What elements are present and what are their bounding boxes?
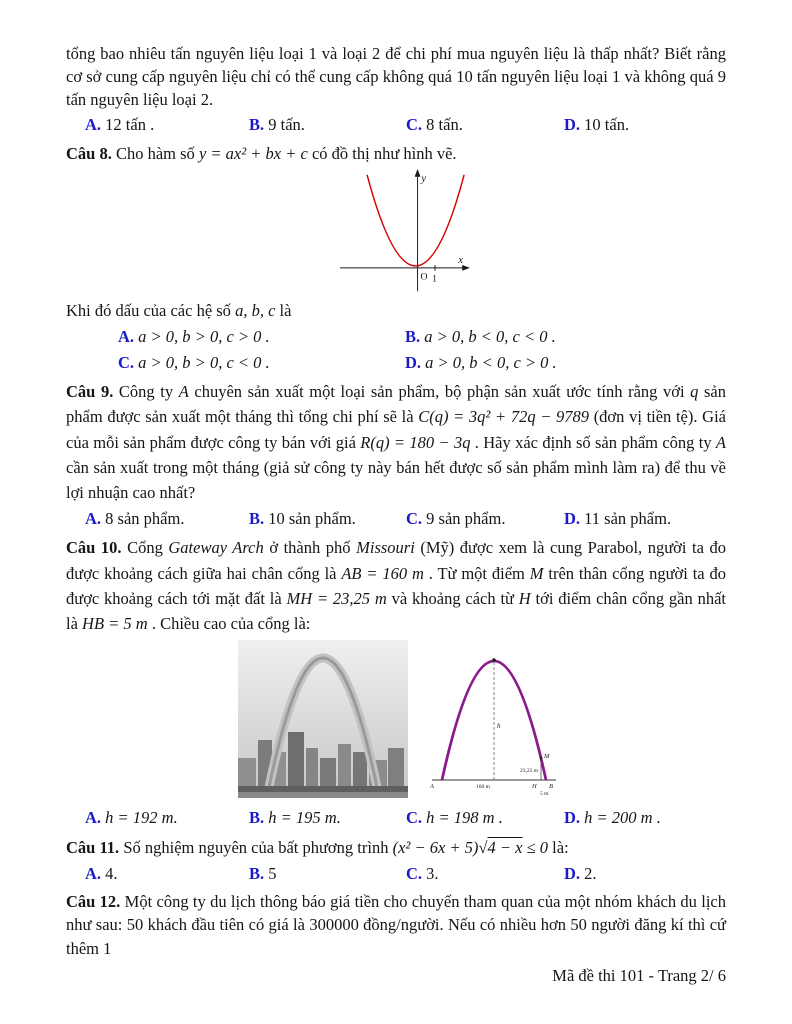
q10-options [66,806,726,831]
option-letter: D. [405,352,422,372]
option-text: h = 192 m. [101,807,178,827]
option-letter: D. [564,115,581,135]
q8-options [66,324,726,375]
text-run: là [275,301,292,321]
option-text: 10 tấn. [580,115,630,135]
q8-intro [66,142,726,165]
option-text: h = 200 m . [580,807,661,827]
text-run: Cho hàm số [115,144,199,164]
option-letter: C. [406,807,423,827]
arch-parabola-diagram [428,640,560,798]
diagram-b-label: B [549,782,553,790]
gateway-arch-photo [238,640,408,798]
text-run: Số nghiệm nguyên của bất phương trình [123,837,393,857]
option-d [564,862,726,887]
diagram-h-label: h [497,721,501,730]
math-run: A [715,432,726,452]
origin-label: O [420,271,428,283]
option-letter: A. [85,807,102,827]
math-run: HB = 5 m [82,613,148,633]
q8-graph [332,167,474,297]
option-c [406,806,564,831]
q8-prompt [66,299,726,322]
option-c [118,350,405,376]
option-text: 4. [101,863,118,883]
option-letter: D. [564,807,581,827]
math-run: 4 − x [487,837,523,857]
text-run: . Từ một điểm [423,563,530,583]
text-run: (Mỹ) được xem là cung Parabol, người ta đo được khoảng cách giữa hai chân cổng là [66,538,726,583]
option-d [405,350,726,376]
option-letter: B. [249,508,265,528]
option-letter: A. [85,863,102,883]
option-text: 11 sản phẩm. [580,508,672,528]
math-run: q [690,382,699,402]
x-axis-label: x [458,254,464,267]
diagram-hb-measure: 5 m [540,790,549,797]
parabola-curve [367,172,464,266]
text-run: sản phẩm được sản xuất một tháng thì tổng chi phí sẽ là [66,382,726,427]
photo-treeline [238,786,408,793]
option-c [406,507,564,532]
text-run: trên thân cổng người ta đo được khoảng cách tới mặt đất là [66,563,726,608]
text-run: tổng bao nhiêu tấn nguyên liệu loại 1 và loại 2 để chi phí mua nguyên liệu là thấp nhất? Biết rằng cơ sở cung cấp nguyên liệu chỉ có thể cung cấp không quá 10 tấn nguyên liệu loại 1 và không quá 9 tấn nguyên liệu loại 2. [66,44,726,110]
option-text: 3. [422,863,439,883]
photo-ground [238,792,408,798]
text-run: cần sản xuất trong một tháng (giả sử công ty này bán hết được số sản phẩm mình làm ra) để thu về lợi nhuận cao nhất? [66,457,726,502]
question-number: Câu 8. [66,144,116,164]
diagram-apex-dot [492,658,496,662]
option-letter: C. [118,352,135,372]
q7-continuation-text [66,42,726,111]
text-run: Công ty [118,382,179,402]
diagram-mh-measure: 23,25 m [519,767,538,774]
option-text: 12 tấn . [101,115,155,135]
question-number: Câu 11. [66,837,124,857]
diagram-m-dot [540,756,543,759]
q12-text [66,890,726,959]
math-run: (x² − 6x + 5)√ [392,837,488,857]
option-b [249,507,406,532]
q7-options [66,113,726,138]
math-run: H [518,588,531,608]
option-text: 9 sản phẩm. [422,508,506,528]
option-letter: C. [406,115,423,135]
option-text: a > 0, b > 0, c < 0 . [134,352,270,372]
math-run: y = ax² + bx + c [198,144,308,164]
math-run: Gateway Arch [168,538,264,558]
diagram-m-label: M [544,752,550,760]
math-run: ≤ 0 [522,837,549,857]
text-run: ở thành phố [263,538,357,558]
option-a [85,113,249,138]
math-run: AB = 160 m [341,563,424,583]
option-text: 10 sản phẩm. [264,508,356,528]
option-text: 2. [580,863,597,883]
question-number: Câu 12. [66,892,125,912]
math-run: a, b, c [235,301,276,321]
diagram-h-point-label: H [532,782,537,790]
math-run: Missouri [356,538,415,558]
math-run: R(q) = 180 − 3q [360,432,471,452]
option-text: a > 0, b < 0, c < 0 . [420,327,556,347]
text-run: và khoảng cách từ [386,588,519,608]
q11-text [66,835,726,860]
q8-parabola-figure [332,167,474,297]
question-number: Câu 10. [66,538,128,558]
math-run: M [529,563,544,583]
tick-1-label: 1 [432,273,437,285]
option-letter: C. [406,508,423,528]
option-text: 5 [264,863,277,883]
x-axis-arrow [462,265,470,271]
q11-options [66,862,726,887]
option-letter: A. [85,115,102,135]
page-footer: Mã đề thi 101 - Trang 2/ 6 [552,965,726,985]
option-c [406,113,564,138]
q10-text [66,535,726,635]
text-run: tới điểm chân cổng gần nhất là [66,588,726,633]
y-axis-label: y [421,172,427,185]
option-a [85,862,249,887]
option-letter: C. [406,863,423,883]
option-c [406,862,564,887]
option-text: h = 198 m . [422,807,503,827]
option-letter: A. [118,327,135,347]
option-d [564,113,726,138]
option-text: a > 0, b > 0, c > 0 . [134,327,270,347]
text-run: . Chiều cao của cổng là: [147,613,311,633]
option-letter: B. [249,115,265,135]
option-d [564,507,726,532]
option-letter: A. [85,508,102,528]
text-run: (đơn vị tiền tệ). Giá của mỗi sản phẩm được công ty bán với giá [66,407,726,452]
option-letter: B. [249,807,265,827]
q10-figures [238,640,726,798]
option-a [85,507,249,532]
option-a [118,324,405,350]
text-run: có đồ thị như hình vẽ. [307,144,457,164]
option-text: h = 195 m. [264,807,341,827]
option-b [249,862,406,887]
text-run: Khi đó dấu của các hệ số [66,301,236,321]
option-text: a > 0, b < 0, c > 0 . [421,352,557,372]
math-run: C(q) = 3q² + 72q − 9789 [418,407,590,427]
option-letter: B. [249,863,265,883]
diagram-a-label: A [430,782,434,790]
option-b [249,806,406,831]
math-run: MH = 23,25 m [286,588,387,608]
text-run: Một công ty du lịch thông báo giá tiền cho chuyến tham quan của một nhóm khách du lịch như sau: 50 khách đầu tiên có giá là 300000 đồng/người. Nếu có nhiều hơn 50 người đăng kí thì cứ thêm 1 [66,892,727,958]
text-run: Cổng [127,538,169,558]
option-b [249,113,406,138]
option-letter: B. [405,327,421,347]
q9-options [66,507,726,532]
option-letter: D. [564,863,581,883]
question-number: Câu 9. [66,382,119,402]
option-letter: D. [564,508,581,528]
option-a [85,806,249,831]
text-run: . Hãy xác định số sản phẩm công ty [470,432,716,452]
option-d [564,806,726,831]
y-axis-arrow [415,169,421,177]
q9-text [66,379,726,504]
math-run: A [178,382,189,402]
option-text: 8 sản phẩm. [101,508,185,528]
option-text: 9 tấn. [264,115,305,135]
option-b [405,324,726,350]
text-run: là: [548,837,569,857]
option-text: 8 tấn. [422,115,463,135]
text-run: chuyên sản xuất một loại sản phẩm, bộ phận sản xuất ước tính rằng với [188,382,691,402]
diagram-span-measure: 160 m [476,783,490,790]
